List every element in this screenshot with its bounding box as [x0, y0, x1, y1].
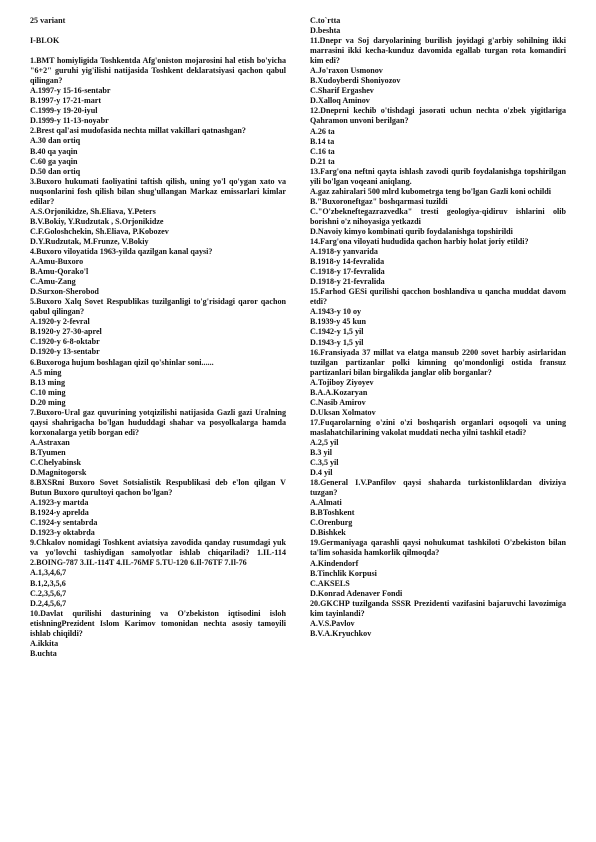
answer-option: C.F.Goloshchekin, Sh.Eliava, P.Kobozev — [30, 226, 169, 236]
question-text: 11.Dnepr va Soj daryolarining burilish joyidagi g'arbiy sohilning ikki marrasini ikki kecha-kunduz davomida egallab turgan rota komandiri kim edi? — [310, 36, 566, 66]
spacer — [30, 26, 286, 36]
answer-option: D.20 ming — [30, 397, 66, 407]
answer-option: B.1,2,3,5,6 — [30, 578, 66, 588]
question-text: 2.Brest qal'asi mudofasida nechta millat vakillari qatnashgan? — [30, 126, 246, 136]
answer-option: D.Uksan Xolmatov — [310, 407, 376, 417]
answer-option: C.Nasib Amirov — [310, 397, 366, 407]
answer-option: A.2,5 yil — [310, 437, 339, 447]
answer-option: A.V.S.Pavlov — [310, 618, 355, 628]
answer-option: C.10 ming — [30, 387, 66, 397]
answer-option: A.1923-y martda — [30, 498, 89, 508]
answer-option: B.1997-y 17-21-mart — [30, 96, 102, 106]
question-text: 10.Davlat qurilishi dasturining va O'zbekiston iqtisodini isloh etishningPrezident Islom Karimov tomonidan nechta asosiy tamoyili ishlab chiqildi? — [30, 608, 286, 638]
answer-option: A.5 ming — [30, 367, 62, 377]
answer-option: B.14 ta — [310, 136, 335, 146]
answer-option: A.30 dan ortiq — [30, 136, 81, 146]
question-text: 13.Farg'ona neftni qayta ishlash zavodi qurib foydalanishga topshirilgan yili bo'lgan voqeani aniqlang. — [310, 166, 566, 186]
answer-option: D.Y.Rudzutak, M.Frunze, V.Bokiy — [30, 236, 149, 246]
answer-option: A.1,3,4,6,7 — [30, 568, 67, 578]
answer-option: D.Navoiy kimyo kombinati qurib foydalanishga topshirildi — [310, 226, 513, 236]
answer-option: C.Sharif Ergashev — [310, 86, 374, 96]
question-text: 14.Farg'ona viloyati hududida qachon harbiy holat joriy etildi? — [310, 237, 529, 247]
answer-option: A.Almati — [310, 498, 342, 508]
answer-option: D.Xalloq Aminov — [310, 96, 370, 106]
answer-option: C.Chelyabinsk — [30, 457, 82, 467]
question-text: 1.BMT homiyligida Toshkentda Afg'oniston mojarosini hal etish bo'yicha "6+2" guruhi yig'ilishi natijasida Toshkent deklaratsiyasi qachon qabul qilingan? — [30, 56, 286, 86]
answer-option: C.1924-y sentabrda — [30, 518, 98, 528]
spacer — [30, 46, 286, 56]
answer-option: A.ikkita — [30, 638, 59, 648]
answer-option: C."O'zbekneftegazrazvedka" tresti geologiya-qidiruv ishlarini olib borishni o'z nihoyasiga yetkazdi — [310, 206, 566, 226]
answer-option: B.40 qa yaqin — [30, 146, 78, 156]
answer-option: D.1999-y 11-13-noyabr — [30, 116, 109, 126]
answer-option: D.4 yil — [310, 468, 333, 478]
answer-option: B.1918-y 14-fevralida — [310, 257, 385, 267]
answer-option: B."Buxoroneftgaz" boshqarmasi tuzildi — [310, 196, 448, 206]
question-text: 15.Farhod GESi qurilishi qacchon boshlandiva u qancha muddat davom etdi? — [310, 287, 566, 307]
answer-option: C.3,5 yil — [310, 458, 339, 468]
answer-option: C.to`rtta — [310, 16, 341, 25]
answer-option: C.Orenburg — [310, 518, 353, 528]
left-column — [30, 16, 286, 659]
answer-option: B.3 yil — [310, 448, 333, 458]
answer-option: D.21 ta — [310, 156, 335, 166]
answer-option: B.1920-y 27-30-aprel — [30, 327, 102, 337]
answer-option: B.Amu-Qorako'l — [30, 267, 89, 277]
answer-option: D.Magnitogorsk — [30, 468, 87, 478]
answer-option: D.1943-y 1,5 yil — [310, 337, 364, 347]
question-text: 6.Buxoroga hujum boshlagan qizil qo'shinlar soni...... — [30, 357, 214, 367]
answer-option: B.V.Bokiy, Y.Rudzutak , S.Orjonikidze — [30, 216, 164, 226]
answer-option: D.1923-y oktabrda — [30, 528, 95, 538]
question-text: 4.Buxoro viloyatida 1963-yilda qazilgan kanal qaysi? — [30, 246, 213, 256]
answer-option: D.beshta — [310, 26, 341, 36]
question-text: 8.BXSRni Buxoro Sovet Sotsialistik Respublikasi deb e'lon qilgan V Butun Buxoro qurultoyi qachon bo'lgan? — [30, 478, 286, 498]
answer-option: D.50 dan ortiq — [30, 166, 81, 176]
two-column-layout — [30, 16, 566, 659]
answer-option: B.1939-y 45 kun — [310, 317, 366, 327]
answer-option: A.1918-y yanvarida — [310, 247, 378, 257]
answer-option: A.gaz zahiralari 500 mlrd kubometrga teng bo'lgan Gazli koni ochildi — [310, 186, 552, 196]
answer-option: A.Astraxan — [30, 437, 70, 447]
question-text: 5.Buxoro Xalq Sovet Respublikas tuzilganligi to'g'risidagi qaror qachon qabul qilingan? — [30, 297, 286, 317]
answer-option: D.1918-y 21-fevralida — [310, 277, 385, 287]
answer-option: C.1999-y 19-20-iyul — [30, 106, 98, 116]
answer-option: D.2,4,5,6,7 — [30, 598, 67, 608]
answer-option: B.A.A.Kozaryan — [310, 387, 368, 397]
answer-option: A.Tojiboy Ziyoyev — [310, 377, 374, 387]
answer-option: B.Xudoyberdi Shoniyozov — [310, 76, 401, 86]
answer-option: B.V.A.Kryuchkov — [310, 628, 372, 638]
answer-option: D.1920-y 13-sentabr — [30, 347, 100, 357]
answer-option: A.1920-y 2-fevral — [30, 317, 90, 327]
question-text: 18.General I.V.Panfilov qaysi shaharda turkistonliklardan diviziya tuzgan? — [310, 478, 566, 498]
answer-option: B.1924-y aprelda — [30, 508, 89, 518]
question-text: 3.Buxoro hukumati faoliyatini taftish qilish, uning yo'l qo'ygan xato va nuqsonlarini fosh qilish bilan shug'ullangan Markaz emissarlari kimlar edilar? — [30, 176, 286, 206]
question-text: 17.Fuqarolarning o'zini o'zi boshqarish organlari oqsoqoli va uning maslahatchilarining vakolat muddati necha yilni tashkil etadi? — [310, 417, 566, 437]
variant-title: 25 variant — [30, 16, 66, 25]
answer-option: A.Amu-Buxoro — [30, 257, 84, 267]
answer-option: A.S.Orjonikidze, Sh.Eliava, Y.Peters — [30, 206, 156, 216]
answer-option: D.Bishkek — [310, 528, 346, 538]
answer-option: B.uchta — [30, 648, 57, 658]
answer-option: A.26 ta — [310, 126, 335, 136]
question-text: 9.Chkalov nomidagi Toshkent aviatsiya zavodida qanday rusumdagi yuk va yo'lovchi tashiydigan samolyotlar ishlab chiqariladi? 1.IL-114 2.BOING-787 3.IL-114T 4.IL-76MF 5.TU-120 6.Il-76TF 7.Il-76 — [30, 538, 286, 568]
answer-option: B.BToshkent — [310, 508, 355, 518]
answer-option: A.Jo'raxon Usmonov — [310, 66, 383, 76]
answer-option: C.1942-y 1,5 yil — [310, 327, 364, 337]
answer-option: C.1918-y 17-fevralida — [310, 267, 385, 277]
answer-option: C.Amu-Zang — [30, 277, 76, 287]
answer-option: B.Tinchlik Korpusi — [310, 568, 377, 578]
answer-option: A.Kindendorf — [310, 558, 359, 568]
question-text: 12.Dneprni kechib o'tishdagi jasorati uchun nechta o'zbek yigitlariga Qahramon unvoni berilgan? — [310, 106, 566, 126]
answer-option: B.13 ming — [30, 377, 66, 387]
right-column — [310, 16, 566, 659]
answer-option: C.2,3,5,6,7 — [30, 588, 67, 598]
answer-option: D.Surxon-Sherobod — [30, 287, 99, 297]
answer-option: A.1997-y 15-16-sentabr — [30, 86, 111, 96]
answer-option: C.60 ga yaqin — [30, 156, 78, 166]
answer-option: A.1943-y 10 oy — [310, 307, 362, 317]
answer-option: C.AKSELS — [310, 578, 350, 588]
question-text: 16.Fransiyada 37 millat va elatga mansub 2200 sovet harbiy asirlaridan tuzilgan partizanlar polki kimning qo'mondonligi ostida fransuz partizanlari bilan birgalikda janglar olib borganlar? — [310, 347, 566, 377]
question-text: 19.Germaniyaga qarashli qaysi nohukumat tashkiloti O'zbekiston bilan ta'lim sohasida hamkorlik qilmoqda? — [310, 538, 566, 558]
answer-option: C.1920-y 6-8-oktabr — [30, 337, 100, 347]
block-title: I-BLOK — [30, 36, 60, 46]
answer-option: C.16 ta — [310, 146, 335, 156]
answer-option: D.Konrad Adenaver Fondi — [310, 588, 403, 598]
answer-option: B.Tyumen — [30, 447, 66, 457]
question-text: 7.Buxoro-Ural gaz quvurining yotqizilishi natijasida Gazli gazi Uralning qaysi shahrigacha bo'lgan hududdagi shahar va posyolkalarga hamda korxonalarga yetib borgan edi? — [30, 407, 286, 437]
question-text: 20.GKCHP tuzilganda SSSR Prezidenti vazifasini bajaruvchi lavozimiga kim tayinlandi? — [310, 598, 566, 618]
